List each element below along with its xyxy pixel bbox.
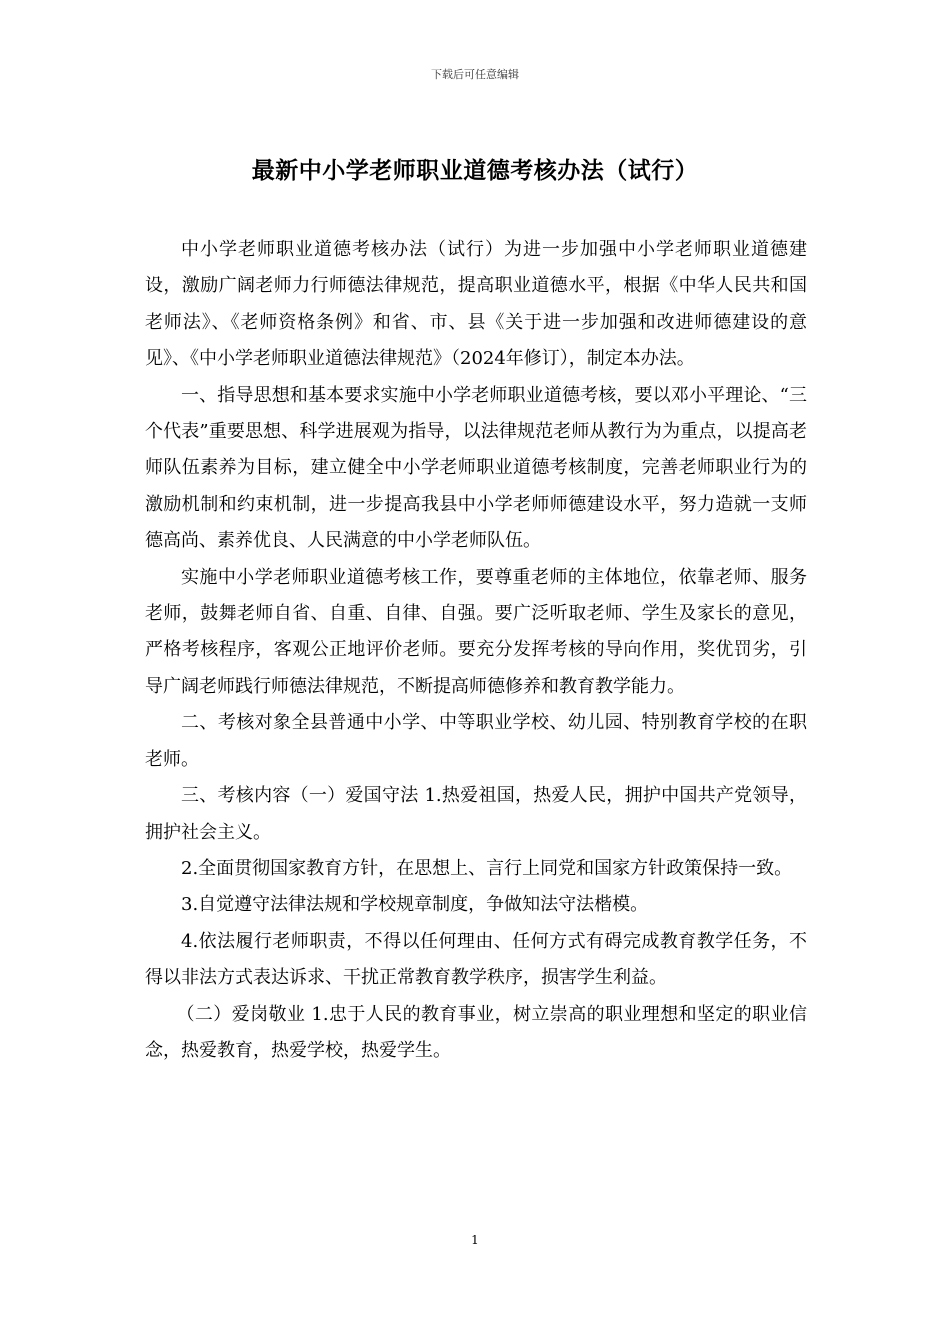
paragraph: 一、指导思想和基本要求实施中小学老师职业道德考核，要以邓小平理论、“三个代表”重要思想、科学进展观为指导，以法律规范老师从教行为为重点，以提高老师队伍素养为目标，建立健全中小学老师职业道德考核制度，完善老师职业行为的激励机制和约束机制，进一步提高我县中小学老师师德建设水平，努力造就一支师德高尚、素养优良、人民满意的中小学老师队伍。 <box>145 384 807 552</box>
document-title: 最新中小学老师职业道德考核办法（试行） <box>251 157 699 184</box>
paragraph: 3.自觉遵守法律法规和学校规章制度，争做知法守法楷模。 <box>181 894 649 916</box>
paragraph: 中小学老师职业道德考核办法（试行）为进一步加强中小学老师职业道德建设，激励广阔老师力行师德法律规范，提高职业道德水平，根据《中华人民共和国老师法》、《老师资格条例》和省、市、县《关于进一步加强和改进师德建设的意见》、《中小学老师职业道德法律规范》（2024年修订），制定本办法。 <box>145 239 807 370</box>
paragraph: 实施中小学老师职业道德考核工作，要尊重老师的主体地位，依靠老师、服务老师，鼓舞老师自省、自重、自律、自强。要广泛听取老师、学生及家长的意见，严格考核程序，客观公正地评价老师。要充分发挥考核的导向作用，奖优罚劣，引导广阔老师践行师德法律规范，不断提高师德修养和教育教学能力。 <box>145 566 807 697</box>
paragraph: 二、考核对象全县普通中小学、中等职业学校、幼儿园、特别教育学校的在职老师。 <box>145 712 807 770</box>
document-body <box>145 232 807 1069</box>
page-number: 1 <box>471 1233 479 1247</box>
paragraph: （二）爱岗敬业 1.忠于人民的教育事业，树立崇高的职业理想和坚定的职业信念，热爱教育，热爱学校，热爱学生。 <box>145 1003 807 1061</box>
paragraph: 2.全面贯彻国家教育方针，在思想上、言行上同党和国家方针政策保持一致。 <box>181 857 793 879</box>
header-note: 下载后可任意编辑 <box>431 68 519 81</box>
paragraph: 4.依法履行老师职责，不得以任何理由、任何方式有碍完成教育教学任务，不得以非法方式表达诉求、干扰正常教育教学秩序，损害学生利益。 <box>145 930 807 989</box>
paragraph: 三、考核内容（一）爱国守法 1.热爱祖国，热爱人民，拥护中国共产党领导，拥护社会主义。 <box>145 785 807 843</box>
